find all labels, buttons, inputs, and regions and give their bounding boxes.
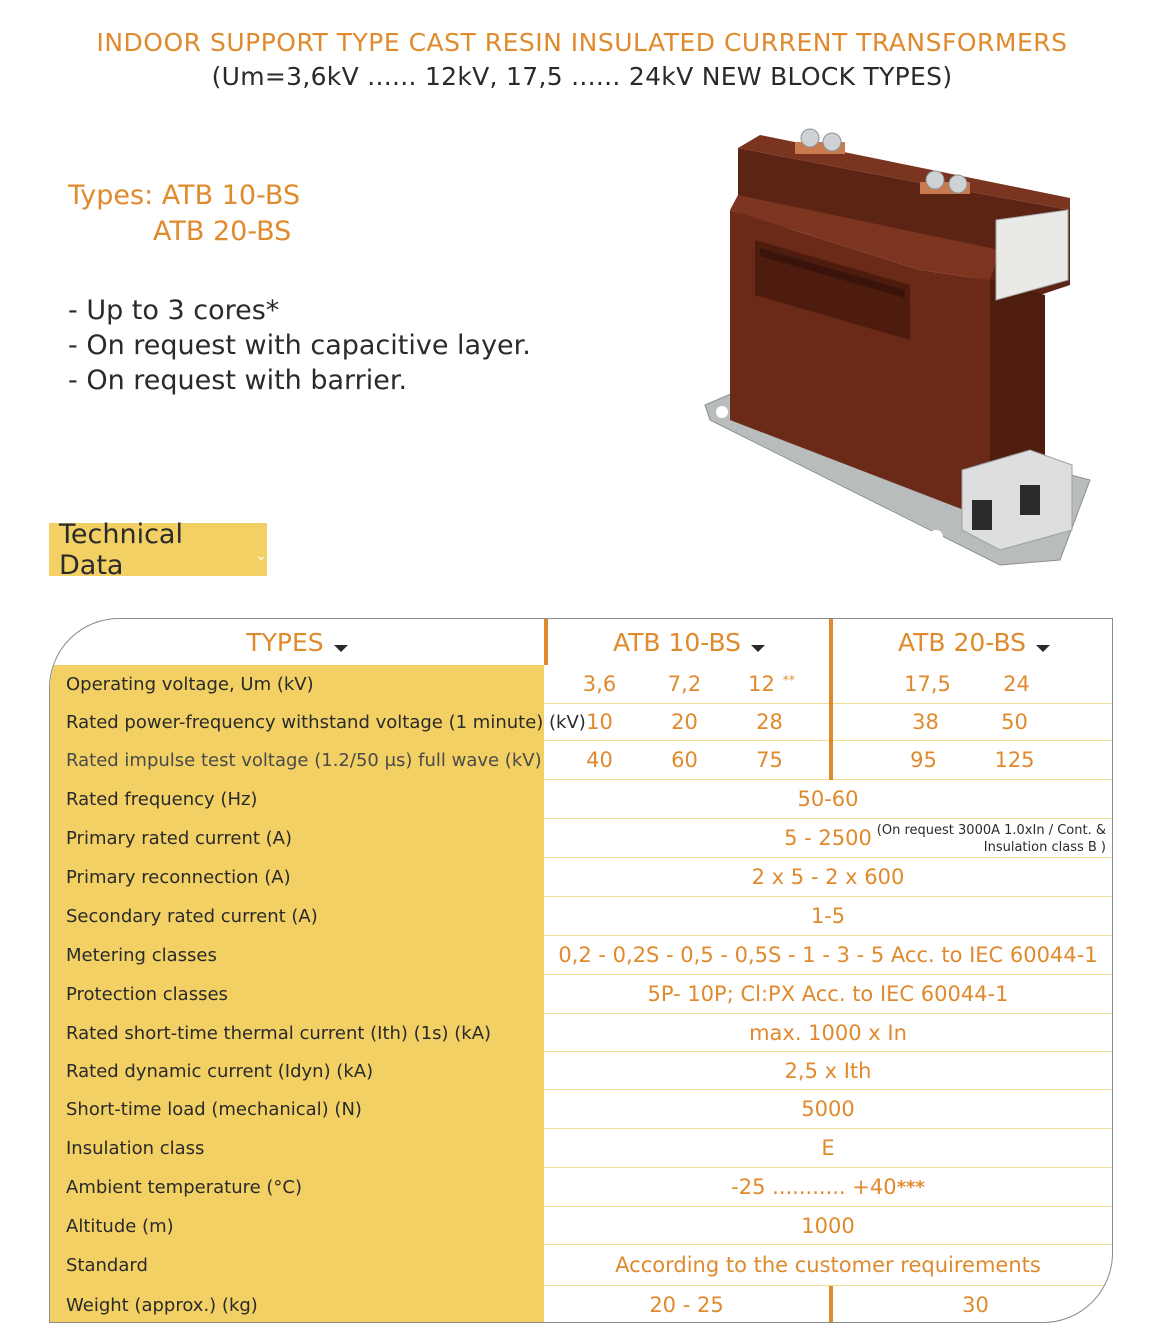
page-title: INDOOR SUPPORT TYPE CAST RESIN INSULATED CURRENT TRANSFORMERS bbox=[96, 28, 1068, 57]
column-divider bbox=[829, 619, 833, 665]
feature-item: - On request with capacitive layer. bbox=[68, 330, 531, 361]
cell-value: 95 bbox=[910, 748, 937, 772]
cell-value: 125 bbox=[994, 748, 1035, 772]
cell-value: 60 bbox=[671, 748, 698, 772]
row-label: Altitude (m) bbox=[50, 1207, 544, 1245]
cell-value: 50-60 bbox=[797, 787, 859, 811]
row-values bbox=[544, 1286, 1112, 1323]
cell-value: 10 bbox=[586, 710, 613, 734]
table-row bbox=[50, 665, 1112, 704]
table-row bbox=[50, 1245, 1112, 1286]
row-label: Ambient temperature (°C) bbox=[50, 1168, 544, 1207]
row-values bbox=[544, 975, 1112, 1014]
row-values bbox=[544, 1052, 1112, 1090]
cell-value: E bbox=[821, 1136, 835, 1160]
cell-value: 5 - 2500 bbox=[784, 826, 872, 850]
row-values bbox=[544, 1129, 1112, 1168]
cell-value: 20 bbox=[671, 710, 698, 734]
cell-value: max. 1000 x In bbox=[749, 1020, 907, 1045]
feature-item: - On request with barrier. bbox=[68, 365, 408, 396]
types-block bbox=[68, 178, 300, 250]
row-label: Rated power-frequency withstand voltage (1 minute) (kV) bbox=[50, 704, 544, 741]
cell-value: -25 ........... +40 *** bbox=[731, 1175, 925, 1199]
row-values bbox=[544, 858, 1112, 897]
header-atb20[interactable]: ATB 20-BS bbox=[833, 619, 1113, 665]
row-values bbox=[544, 1207, 1112, 1245]
technical-data-label: Technical Data bbox=[59, 518, 183, 581]
row-values bbox=[544, 936, 1112, 975]
cell-value: 1000 bbox=[801, 1213, 855, 1238]
chevron-down-icon: ⌄ bbox=[255, 547, 267, 564]
table-row bbox=[50, 1129, 1112, 1168]
table-row bbox=[50, 741, 1112, 780]
technical-data-button[interactable] bbox=[49, 518, 267, 581]
table-row bbox=[50, 1090, 1112, 1129]
table-row bbox=[50, 1286, 1112, 1323]
row-values bbox=[544, 780, 1112, 819]
column-divider bbox=[544, 619, 548, 665]
cell-value: 2 x 5 - 2 x 600 bbox=[751, 865, 905, 889]
row-values bbox=[544, 897, 1112, 936]
row-label: Rated frequency (Hz) bbox=[50, 780, 544, 819]
table-row bbox=[50, 1014, 1112, 1052]
row-label: Operating voltage, Um (kV) bbox=[50, 665, 544, 704]
row-label: Secondary rated current (A) bbox=[50, 897, 544, 936]
cell-value: 5000 bbox=[801, 1097, 855, 1121]
row-values bbox=[544, 665, 1112, 704]
row-label: Short-time load (mechanical) (N) bbox=[50, 1090, 544, 1129]
row-label: Weight (approx.) (kg) bbox=[50, 1286, 544, 1323]
header-atb10[interactable]: ATB 10-BS bbox=[548, 619, 830, 665]
row-label: Rated impulse test voltage (1.2/50 μs) full wave (kV) bbox=[50, 741, 544, 780]
row-values bbox=[544, 704, 1112, 741]
header-types[interactable]: TYPES bbox=[50, 619, 544, 665]
cell-note: (On request 3000A 1.0xIn / Cont. & Insulation class B ) bbox=[876, 823, 1106, 855]
cell-value: 20 - 25 bbox=[649, 1293, 724, 1317]
cell-value: 1-5 bbox=[810, 904, 846, 928]
table-row bbox=[50, 1052, 1112, 1090]
cell-value: 2,5 x Ith bbox=[784, 1058, 872, 1083]
row-values bbox=[544, 1168, 1112, 1207]
type-atb20: ATB 20-BS bbox=[153, 216, 292, 247]
column-divider bbox=[829, 665, 833, 780]
cell-value: 75 bbox=[756, 748, 783, 772]
table-header bbox=[50, 619, 1112, 665]
table-row bbox=[50, 897, 1112, 936]
table-row bbox=[50, 858, 1112, 897]
row-label: Rated dynamic current (Idyn) (kA) bbox=[50, 1052, 544, 1090]
cell-value: 3,6 bbox=[582, 672, 617, 696]
row-label: Primary rated current (A) bbox=[50, 819, 544, 858]
row-values bbox=[544, 1245, 1112, 1286]
cell-value: 0,2 - 0,2S - 0,5 - 0,5S - 1 - 3 - 5 Acc. to IEC 60044-1 bbox=[558, 943, 1098, 967]
row-label: Protection classes bbox=[50, 975, 544, 1014]
table-row bbox=[50, 704, 1112, 741]
cell-value: 12 ** bbox=[748, 672, 795, 696]
table-row bbox=[50, 936, 1112, 975]
sort-down-icon bbox=[751, 645, 765, 652]
cell-value: 5P- 10P; Cl:PX Acc. to IEC 60044-1 bbox=[647, 982, 1009, 1006]
table-row bbox=[50, 1207, 1112, 1245]
row-values bbox=[544, 819, 1112, 858]
table-row bbox=[50, 819, 1112, 858]
table-row bbox=[50, 1168, 1112, 1207]
product-image bbox=[700, 120, 1100, 570]
cell-value: 24 bbox=[1003, 672, 1030, 696]
column-divider bbox=[829, 1286, 833, 1323]
sort-down-icon bbox=[334, 645, 348, 652]
types-prefix: Types: bbox=[68, 180, 154, 211]
technical-data-table bbox=[49, 618, 1113, 1323]
row-label: Rated short-time thermal current (Ith) (1s) (kA) bbox=[50, 1014, 544, 1052]
feature-list bbox=[68, 293, 531, 398]
cell-value: 17,5 bbox=[904, 672, 951, 696]
sort-down-icon bbox=[1036, 645, 1050, 652]
row-values bbox=[544, 741, 1112, 780]
cell-value: 40 bbox=[586, 748, 613, 772]
row-label: Standard bbox=[50, 1245, 544, 1286]
feature-item: - Up to 3 cores* bbox=[68, 295, 280, 326]
row-label: Metering classes bbox=[50, 936, 544, 975]
table-row bbox=[50, 780, 1112, 819]
cell-value: 30 bbox=[962, 1293, 989, 1317]
cell-value: 50 bbox=[1001, 710, 1028, 734]
row-label: Primary reconnection (A) bbox=[50, 858, 544, 897]
row-label: Insulation class bbox=[50, 1129, 544, 1168]
table-row bbox=[50, 975, 1112, 1014]
page-subtitle: (Um=3,6kV ...... 12kV, 17,5 ...... 24kV NEW BLOCK TYPES) bbox=[211, 62, 953, 91]
row-values bbox=[544, 1090, 1112, 1129]
cell-value: According to the customer requirements bbox=[615, 1253, 1041, 1277]
cell-value: 28 bbox=[756, 710, 783, 734]
row-values bbox=[544, 1014, 1112, 1052]
cell-value: 38 bbox=[912, 710, 939, 734]
type-atb10: ATB 10-BS bbox=[161, 180, 301, 211]
cell-value: 7,2 bbox=[667, 672, 702, 696]
